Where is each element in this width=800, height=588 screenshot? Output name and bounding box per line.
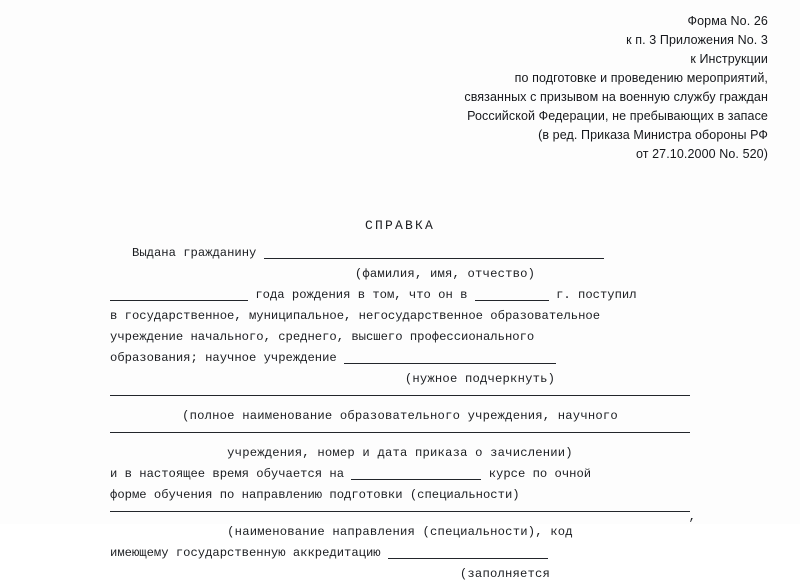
rule-institution-2 bbox=[110, 432, 690, 446]
caption-fio: (фамилия, имя, отчество) bbox=[354, 267, 536, 281]
state-text-3: образования; научное учреждение bbox=[110, 351, 337, 365]
header-line-4: по подготовке и проведению мероприятий, bbox=[514, 71, 768, 85]
institution-blank-1[interactable] bbox=[110, 395, 690, 396]
issued-to-label: Выдана гражданину bbox=[132, 246, 257, 260]
caption-institution-2: учреждения, номер и дата приказа о зачислении) bbox=[227, 446, 573, 460]
form-body bbox=[110, 246, 696, 588]
birth-year-tail: г. поступил bbox=[556, 288, 637, 302]
direction-blank[interactable] bbox=[110, 511, 690, 512]
line-issued-to bbox=[110, 246, 690, 267]
line-current-1 bbox=[110, 467, 690, 488]
caption-institution-2-row bbox=[110, 446, 690, 467]
caption-institution-1: (полное наименование образовательного учреждения, научного bbox=[182, 409, 618, 423]
line-state-2 bbox=[110, 330, 690, 351]
caption-underline: (нужное подчеркнуть) bbox=[404, 372, 556, 386]
line-current-2 bbox=[110, 488, 690, 509]
accreditation-blank[interactable] bbox=[388, 546, 548, 559]
course-blank[interactable] bbox=[351, 467, 481, 480]
header-line-1: Форма No. 26 bbox=[687, 14, 768, 28]
birth-year-label: года рождения в том, что он в bbox=[255, 288, 468, 302]
header-line-6: Российской Федерации, не пребывающих в запасе bbox=[467, 109, 768, 123]
birth-year-blank-2[interactable] bbox=[475, 288, 549, 301]
state-3-blank[interactable] bbox=[344, 351, 556, 364]
caption-filled-by: (заполняется bbox=[459, 567, 551, 581]
header-line-7: (в ред. Приказа Министра обороны РФ bbox=[538, 128, 768, 142]
caption-underline-row bbox=[110, 372, 690, 393]
header-line-8: от 27.10.2000 No. 520) bbox=[635, 147, 768, 161]
direction-comma: , bbox=[688, 510, 696, 524]
rule-direction bbox=[110, 510, 696, 525]
birth-year-blank[interactable] bbox=[110, 288, 248, 301]
institution-blank-2[interactable] bbox=[110, 432, 690, 433]
line-state-1 bbox=[110, 309, 690, 330]
page-title: СПРАВКА bbox=[364, 218, 435, 233]
header-line-3: к Инструкции bbox=[690, 52, 768, 66]
caption-direction-code: (наименование направления (специальности), код bbox=[227, 525, 573, 539]
caption-fio-row bbox=[110, 267, 690, 288]
caption-filled-by-row bbox=[110, 567, 690, 588]
caption-direction-row bbox=[110, 525, 690, 546]
accreditation-text: имеющему государственную аккредитацию bbox=[110, 546, 381, 560]
state-text-1: в государственное, муниципальное, негосударственное образовательное bbox=[110, 309, 601, 323]
current-text-1: и в настоящее время обучается на bbox=[110, 467, 345, 481]
current-text-2: форме обучения по направлению подготовки (специальности) bbox=[110, 488, 520, 502]
line-accreditation bbox=[110, 546, 690, 567]
header-line-2: к п. 3 Приложения No. 3 bbox=[626, 33, 768, 47]
line-birth-year bbox=[110, 288, 690, 309]
state-text-2: учреждение начального, среднего, высшего профессионального bbox=[110, 330, 535, 344]
current-text-1-tail: курсе по очной bbox=[488, 467, 592, 481]
line-state-3 bbox=[110, 351, 690, 372]
header-line-5: связанных с призывом на военную службу граждан bbox=[464, 90, 768, 104]
caption-institution-1-row bbox=[110, 409, 690, 430]
rule-institution-1 bbox=[110, 395, 690, 409]
document-header bbox=[208, 12, 768, 164]
issued-to-blank[interactable] bbox=[264, 246, 604, 259]
